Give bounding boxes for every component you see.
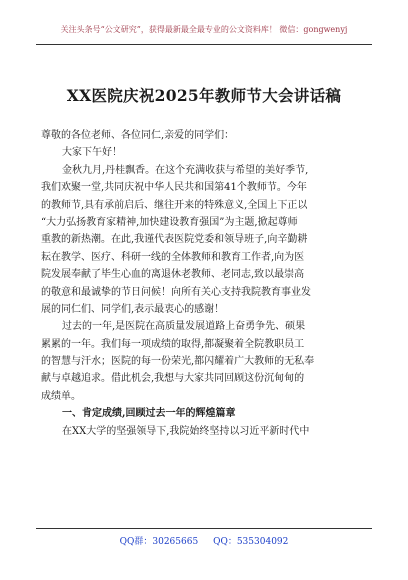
footer-contacts (30, 534, 378, 547)
body-line: 重教的新热潮。在此,我谨代表医院党委和领导班子,向辛勤耕 (41, 234, 308, 246)
body-line: 累累的一年。我们每一项成绩的取得,都凝聚着全院教职员工 (41, 338, 305, 350)
header-banner: 关注头条号“公文研究”，获得最新最全最专业的公文资料库！ 微信：gongwenyj (60, 25, 348, 34)
body-line: 的智慧与汗水；医院的每一份荣光,都闪耀着广大教师的无私奉 (41, 356, 315, 368)
body-line: 院发展奉献了毕生心血的离退休老教师、老同志,致以最崇高 (41, 269, 305, 281)
body-line: 大家下午好！ (62, 147, 122, 159)
footer-qq-group: QQ群：30265665 (119, 537, 199, 547)
document-body (41, 127, 371, 440)
body-line: 耘在教学、医疗、科研一线的全体教师和教育工作者,向为医 (41, 251, 305, 263)
body-line: 尊敬的各位老师、各位同仁,亲爱的同学们： (41, 130, 235, 141)
body-line: 成绩单。 (41, 390, 81, 402)
body-line: “大力弘扬教育家精神,加快建设教育强国”为主题,掀起尊师 (41, 216, 298, 228)
body-line: 金秋九月,丹桂飘香。在这个充满收获与希望的美好季节, (62, 164, 309, 176)
body-line: 展的同仁们、同学们,表示最衷心的感谢！ (41, 303, 225, 315)
document-title: XX医院庆祝2025年教师节大会讲话稿 (66, 86, 342, 105)
footer-divider (36, 528, 372, 529)
body-line: 献与卓越追求。借此机会,我想与大家共同回顾这份沉甸甸的 (41, 373, 305, 385)
body-line: 我们欢聚一堂,共同庆祝中华人民共和国第41个教师节。今年 (41, 182, 307, 194)
footer-qq: QQ：535304092 (213, 537, 289, 547)
body-line: 在XX大学的坚强领导下,我院始终坚持以习近平新时代中 (62, 425, 310, 437)
body-line: 的教师节,具有承前启后、继往开来的特殊意义,全国上下正以 (41, 199, 308, 211)
body-line: 过去的一年,是医院在高质量发展道路上奋勇争先、硕果 (62, 321, 306, 333)
header-divider (36, 44, 372, 45)
body-line: 的敬意和最诚挚的节日问候！向所有关心支持我院教育事业发 (41, 286, 311, 298)
section-heading: 一、肯定成绩,回顾过去一年的辉煌篇章 (62, 408, 236, 420)
